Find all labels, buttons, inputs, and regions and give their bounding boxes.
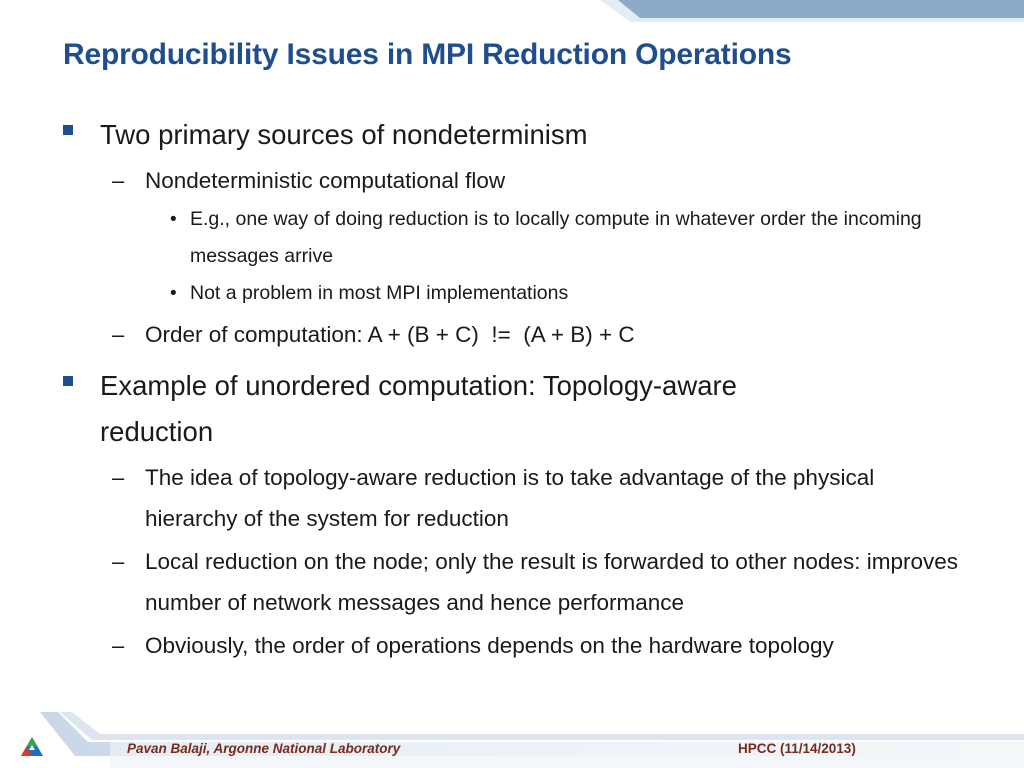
bullet-level1	[60, 112, 1000, 158]
bullet-text: Not a problem in most MPI implementations	[190, 282, 569, 304]
footer-band	[0, 712, 1024, 768]
dash-bullet-icon: –	[112, 465, 125, 490]
slide-body	[60, 108, 1000, 666]
bullet-level2	[60, 625, 1000, 666]
bullet-text: Local reduction on the node; only the result is forwarded to other nodes: improves number of network messages and hence performance	[145, 549, 958, 615]
bullet-level2	[60, 314, 1000, 355]
dash-bullet-icon: –	[112, 549, 125, 574]
bullet-text: Example of unordered computation: Topology-aware reduction	[100, 370, 737, 447]
slide-title: Reproducibility Issues in MPI Reduction Operations	[63, 38, 792, 71]
dash-bullet-icon: –	[112, 168, 125, 193]
bullet-text: Two primary sources of nondeterminism	[100, 119, 588, 150]
top-decorative-band	[0, 0, 1024, 22]
square-bullet-icon	[63, 376, 73, 386]
square-bullet-icon	[63, 125, 73, 135]
bullet-level1	[60, 363, 1000, 455]
bullet-level3	[60, 201, 1000, 275]
argonne-logo-icon	[20, 736, 44, 758]
bullet-level2	[60, 457, 1000, 539]
bullet-text: Order of computation: A + (B + C) != (A + B) + C	[145, 322, 635, 347]
dot-bullet-icon: •	[170, 209, 177, 230]
bullet-text: Obviously, the order of operations depends on the hardware topology	[145, 633, 834, 658]
bullet-text: E.g., one way of doing reduction is to locally compute in whatever order the incoming messages arrive	[190, 208, 922, 267]
bullet-level3	[60, 275, 1000, 312]
bullet-level2	[60, 541, 1000, 623]
bullet-text: The idea of topology-aware reduction is to take advantage of the physical hierarchy of the system for reduction	[145, 465, 875, 531]
footer-event: HPCC (11/14/2013)	[738, 741, 856, 756]
bullet-text: Nondeterministic computational flow	[145, 168, 506, 193]
dot-bullet-icon: •	[170, 283, 177, 304]
dash-bullet-icon: –	[112, 322, 125, 347]
bullet-level2	[60, 160, 1000, 201]
dash-bullet-icon: –	[112, 633, 125, 658]
footer-author: Pavan Balaji, Argonne National Laboratory	[127, 741, 401, 756]
